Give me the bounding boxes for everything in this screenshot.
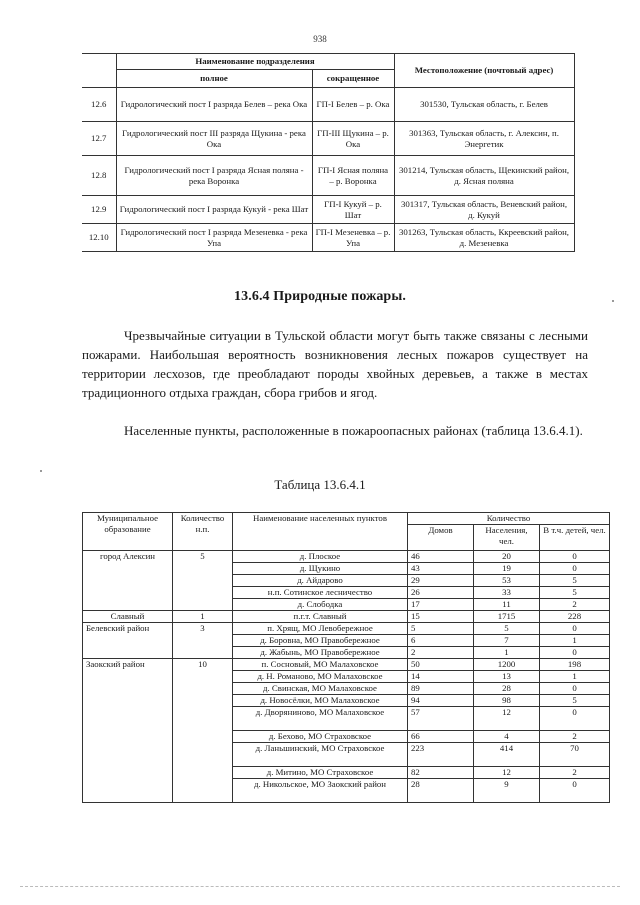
houses-cell: 15: [408, 611, 474, 623]
municipality-cell: Белевский район: [83, 623, 173, 659]
post-full-name: Гидрологический пост I разряда Белев – река Ока: [116, 88, 312, 122]
paragraph-settlements: Населенные пункты, расположенные в пожароопасных районах (таблица 13.6.4.1).: [124, 423, 583, 438]
houses-cell: 82: [408, 767, 474, 779]
post-address: 301363, Тульская область, г. Алексин, п. Энергетик: [394, 122, 574, 156]
settlement-name: д. Щукино: [233, 563, 408, 575]
children-cell: 0: [540, 779, 610, 803]
houses-cell: 46: [408, 551, 474, 563]
header-full-name: полное: [116, 70, 312, 88]
children-cell: 5: [540, 587, 610, 599]
population-cell: 414: [474, 743, 540, 767]
table-row: [82, 88, 574, 122]
settlement-name: н.п. Сотинское лесничество: [233, 587, 408, 599]
row-number: 12.7: [82, 122, 116, 156]
settlement-name: д. Слободка: [233, 599, 408, 611]
post-short-name: ГП-I Ясная поляна – р. Воронка: [312, 156, 394, 196]
settlement-name: д. Боровна, МО Правобережное: [233, 635, 408, 647]
population-cell: 11: [474, 599, 540, 611]
settlement-name: д. Никольское, МО Заокский район: [233, 779, 408, 803]
header-municipality: Муниципальное образование: [83, 513, 173, 551]
table-row: [83, 551, 610, 563]
header-quantity: Количество: [408, 513, 610, 525]
settlements-table: [82, 512, 610, 803]
settlement-name: д. Жабынь, МО Правобережное: [233, 647, 408, 659]
houses-cell: 29: [408, 575, 474, 587]
header-location: Местоположение (почтовый адрес): [394, 54, 574, 88]
header-population: Населения, чел.: [474, 525, 540, 551]
municipality-cell: Заокский район: [83, 659, 173, 803]
settlement-name: п.г.т. Славный: [233, 611, 408, 623]
population-cell: 28: [474, 683, 540, 695]
header-children: В т.ч. детей, чел.: [540, 525, 610, 551]
row-number: 12.9: [82, 196, 116, 224]
section-title: 13.6.4 Природные пожары.: [234, 289, 406, 304]
row-number: 12.6: [82, 88, 116, 122]
houses-cell: 50: [408, 659, 474, 671]
settlement-name: д. Бехово, МО Страховское: [233, 731, 408, 743]
table-row: [82, 156, 574, 196]
houses-cell: 28: [408, 779, 474, 803]
settlement-name: д. Н. Романово, МО Малаховское: [233, 671, 408, 683]
post-short-name: ГП-I Кукуй – р. Шат: [312, 196, 394, 224]
population-cell: 4: [474, 731, 540, 743]
children-cell: 5: [540, 695, 610, 707]
table-row: [82, 196, 574, 224]
children-cell: 0: [540, 683, 610, 695]
population-cell: 12: [474, 707, 540, 731]
settlement-count-cell: 5: [173, 551, 233, 611]
post-short-name: ГП-I Мезеневка – р. Упа: [312, 224, 394, 252]
houses-cell: 17: [408, 599, 474, 611]
houses-cell: 57: [408, 707, 474, 731]
table-caption: Таблица 13.6.4.1: [274, 477, 366, 492]
settlement-name: д. Айдарово: [233, 575, 408, 587]
page-number: 938: [313, 34, 327, 44]
settlement-name: д. Ланьшинский, МО Страховское: [233, 743, 408, 767]
settlement-name: д. Митино, МО Страховское: [233, 767, 408, 779]
population-cell: 9: [474, 779, 540, 803]
houses-cell: 6: [408, 635, 474, 647]
settlement-count-cell: 1: [173, 611, 233, 623]
settlement-name: п. Сосновый, МО Малаховское: [233, 659, 408, 671]
settlement-name: д. Плоское: [233, 551, 408, 563]
settlement-count-cell: 3: [173, 623, 233, 659]
houses-cell: 89: [408, 683, 474, 695]
scan-edge-line: [20, 886, 620, 887]
population-cell: 19: [474, 563, 540, 575]
header-short-name: сокращенное: [312, 70, 394, 88]
post-address: 301263, Тульская область, Ккреевский район, д. Мезеневка: [394, 224, 574, 252]
population-cell: 1: [474, 647, 540, 659]
children-cell: 198: [540, 659, 610, 671]
population-cell: 1715: [474, 611, 540, 623]
settlement-name: д. Свинская, МО Малаховское: [233, 683, 408, 695]
population-cell: 20: [474, 551, 540, 563]
children-cell: 70: [540, 743, 610, 767]
children-cell: 0: [540, 623, 610, 635]
settlement-name: д. Дворяниново, МО Малаховское: [233, 707, 408, 731]
population-cell: 5: [474, 623, 540, 635]
houses-cell: 2: [408, 647, 474, 659]
scan-speck: [40, 470, 42, 472]
houses-cell: 43: [408, 563, 474, 575]
population-cell: 1200: [474, 659, 540, 671]
children-cell: 2: [540, 731, 610, 743]
children-cell: 2: [540, 767, 610, 779]
population-cell: 12: [474, 767, 540, 779]
children-cell: 228: [540, 611, 610, 623]
header-num-cell: [82, 54, 116, 88]
children-cell: 2: [540, 599, 610, 611]
header-houses: Домов: [408, 525, 474, 551]
post-address: 301530, Тульская область, г. Белев: [394, 88, 574, 122]
settlement-name: п. Хрящ, МО Левобережное: [233, 623, 408, 635]
population-cell: 7: [474, 635, 540, 647]
settlement-name: д. Новосёлки, МО Малаховское: [233, 695, 408, 707]
houses-cell: 26: [408, 587, 474, 599]
post-short-name: ГП-I Белев – р. Ока: [312, 88, 394, 122]
children-cell: 5: [540, 575, 610, 587]
houses-cell: 223: [408, 743, 474, 767]
table-row: [82, 224, 574, 252]
paragraph-forest-fires: Чрезвычайные ситуации в Тульской области могут быть также связаны с лесными пожарами. Наибольшая вероятность возникновения лесных пожаров существует на территории лесхозов, где преобладают породы хвойных деревьев, а также в местах традиционного отдыха граждан, сбора грибов и ягод.: [82, 328, 588, 400]
population-cell: 13: [474, 671, 540, 683]
settlement-count-cell: 10: [173, 659, 233, 803]
post-full-name: Гидрологический пост I разряда Мезеневка - река Упа: [116, 224, 312, 252]
children-cell: 0: [540, 563, 610, 575]
table-row: [83, 623, 610, 635]
houses-cell: 94: [408, 695, 474, 707]
children-cell: 0: [540, 551, 610, 563]
post-address: 301214, Тульская область, Щекинский район, д. Ясная поляна: [394, 156, 574, 196]
row-number: 12.8: [82, 156, 116, 196]
population-cell: 98: [474, 695, 540, 707]
table-row: [83, 659, 610, 671]
table-row: [82, 122, 574, 156]
hydro-posts-table: [82, 53, 575, 252]
table-row: [83, 611, 610, 623]
header-settlement-count: Количество н.п.: [173, 513, 233, 551]
population-cell: 53: [474, 575, 540, 587]
post-full-name: Гидрологический пост I разряда Кукуй - река Шат: [116, 196, 312, 224]
children-cell: 0: [540, 647, 610, 659]
row-number: 12.10: [82, 224, 116, 252]
scan-speck: [612, 300, 614, 302]
municipality-cell: Славный: [83, 611, 173, 623]
header-unit-name: Наименование подразделения: [116, 54, 394, 70]
children-cell: 1: [540, 671, 610, 683]
houses-cell: 5: [408, 623, 474, 635]
population-cell: 33: [474, 587, 540, 599]
municipality-cell: город Алексин: [83, 551, 173, 611]
houses-cell: 66: [408, 731, 474, 743]
post-short-name: ГП-III Щукина – р. Ока: [312, 122, 394, 156]
houses-cell: 14: [408, 671, 474, 683]
post-full-name: Гидрологический пост I разряда Ясная поляна - река Воронка: [116, 156, 312, 196]
header-settlement-names: Наименование населенных пунктов: [233, 513, 408, 551]
children-cell: 1: [540, 635, 610, 647]
children-cell: 0: [540, 707, 610, 731]
post-address: 301317, Тульская область, Веневский район, д. Кукуй: [394, 196, 574, 224]
post-full-name: Гидрологический пост III разряда Щукина - река Ока: [116, 122, 312, 156]
